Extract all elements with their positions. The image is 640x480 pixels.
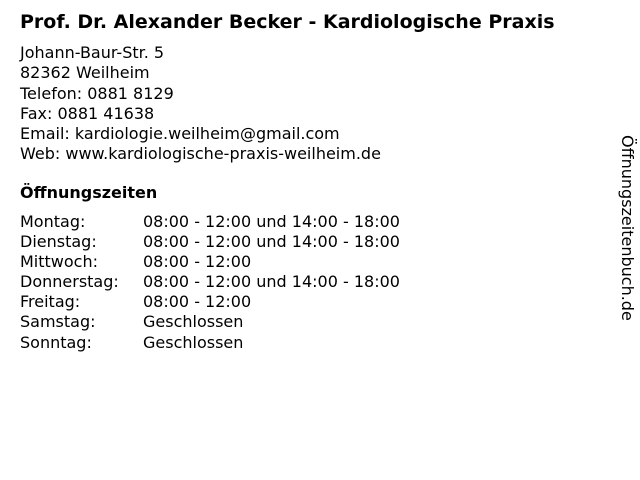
hours-day: Freitag: [20,292,81,312]
hours-time: Geschlossen [143,332,244,352]
hours-day: Mittwoch: [20,252,98,272]
opening-hours-list [20,212,400,353]
fax-number: Fax: 0881 41638 [20,103,155,123]
hours-time: 08:00 - 12:00 und 14:00 - 18:00 [143,212,400,231]
hours-day: Sonntag: [20,332,92,352]
phone-number: Telefon: 0881 8129 [20,83,174,103]
hours-row-friday [20,292,400,312]
hours-row-sunday [20,333,400,353]
hours-day: Montag: [20,212,86,231]
watermark: Öffnungszeitenbuch.de [618,135,637,321]
page-title: Prof. Dr. Alexander Becker - Kardiologische Praxis [20,11,555,33]
opening-hours-heading: Öffnungszeiten [20,183,158,202]
hours-row-saturday [20,312,400,332]
hours-time: 08:00 - 12:00 [143,252,252,272]
hours-row-tuesday [20,232,400,252]
hours-time: 08:00 - 12:00 [143,292,252,312]
hours-row-thursday [20,272,400,292]
hours-day: Samstag: [20,312,96,332]
address-city: 82362 Weilheim [20,63,150,83]
hours-day: Donnerstag: [20,272,119,292]
hours-time: Geschlossen [143,312,244,332]
hours-day: Dienstag: [20,232,97,252]
address-street: Johann-Baur-Str. 5 [20,43,165,62]
email-address: Email: kardiologie.weilheim@gmail.com [20,124,340,144]
website-address: Web: www.kardiologische-praxis-weilheim.de [20,144,381,164]
hours-row-wednesday [20,252,400,272]
contact-block [20,43,381,165]
hours-row-monday [20,212,400,232]
hours-time: 08:00 - 12:00 und 14:00 - 18:00 [143,232,400,252]
hours-time: 08:00 - 12:00 und 14:00 - 18:00 [143,272,400,292]
